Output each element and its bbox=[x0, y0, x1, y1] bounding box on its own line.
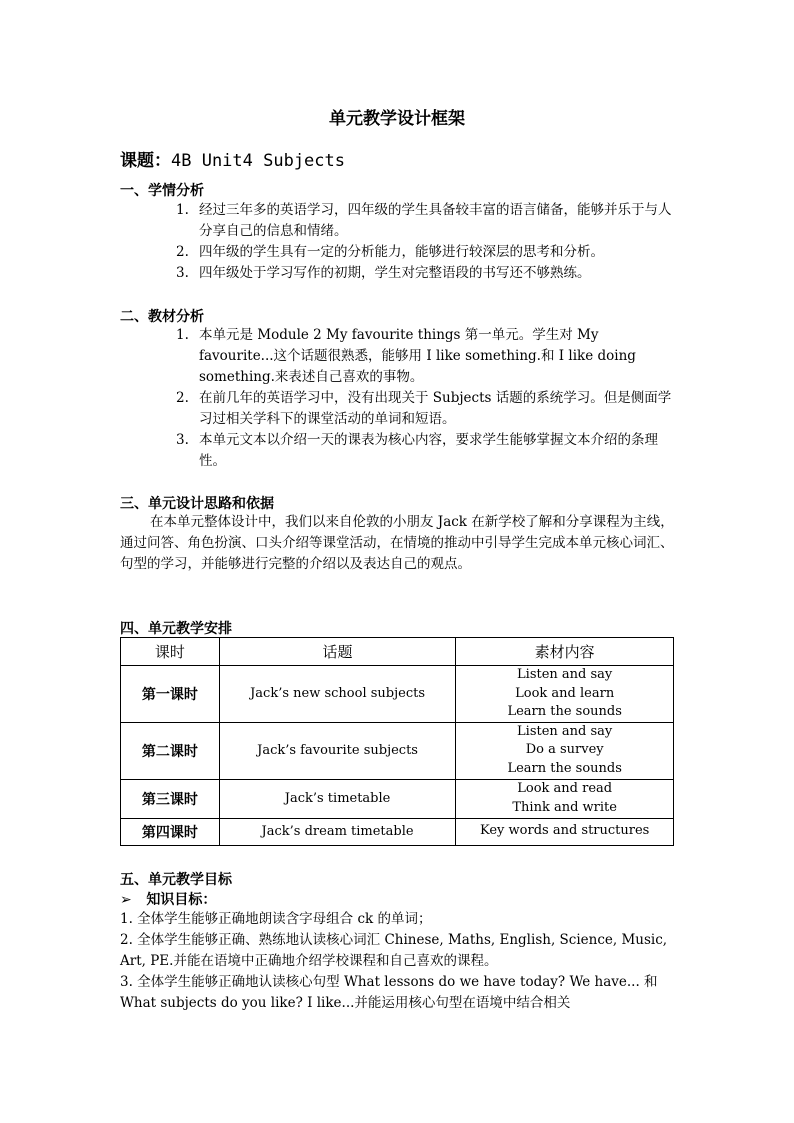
s1-item-1 bbox=[176, 200, 676, 242]
table-row bbox=[121, 722, 674, 779]
material-line: Key words and structures bbox=[480, 823, 650, 839]
item-text: 四年级处于学习写作的初期，学生对完整语段的书写还不够熟练。 bbox=[199, 265, 591, 281]
item-number: 2. bbox=[176, 244, 189, 260]
item-text: 本单元是 Module 2 My favourite things 第一单元。学生对 My favourite...这个话题很熟悉，能够用 I like something.和 I like doing something.来表述自己喜欢的事物。 bbox=[199, 327, 636, 385]
material-line: Do a survey bbox=[525, 742, 604, 758]
s2-item-2 bbox=[176, 388, 676, 430]
materials-cell bbox=[456, 818, 674, 845]
s1-item-3 bbox=[176, 263, 676, 284]
course-title bbox=[120, 146, 345, 171]
s2-item-1 bbox=[176, 325, 676, 388]
item-number: 3. bbox=[176, 265, 189, 281]
material-line: Learn the sounds bbox=[507, 760, 622, 776]
topic-cell: Jack’s new school subjects bbox=[219, 666, 456, 723]
item-text: 经过三年多的英语学习，四年级的学生具备较丰富的语言储备，能够并乐于与人分享自己的信息和情绪。 bbox=[199, 202, 672, 239]
section-5-heading: 五、单元教学目标 bbox=[120, 872, 232, 888]
column-header: 课时 bbox=[121, 638, 220, 666]
section-1-heading: 一、学情分析 bbox=[120, 183, 204, 199]
material-line: Listen and say bbox=[517, 723, 613, 739]
material-line: Look and learn bbox=[515, 685, 615, 701]
materials-cell bbox=[456, 779, 674, 818]
column-header: 素材内容 bbox=[456, 638, 674, 666]
knowledge-goals-subheading bbox=[120, 889, 216, 909]
lesson-cell: 第一课时 bbox=[121, 666, 220, 723]
lesson-plan-table bbox=[120, 637, 674, 846]
materials-cell bbox=[456, 666, 674, 723]
s1-item-2 bbox=[176, 242, 676, 263]
topic-cell: Jack’s dream timetable bbox=[219, 818, 456, 845]
materials-cell bbox=[456, 722, 674, 779]
item-number: 1. bbox=[176, 327, 189, 343]
item-number: 3. bbox=[176, 432, 189, 448]
course-label: 课题： bbox=[120, 151, 171, 171]
section-4-heading: 四、单元教学安排 bbox=[120, 621, 232, 637]
section-3-paragraph: 在本单元整体设计中，我们以来自伦敦的小朋友 Jack 在新学校了解和分享课程为主线，通过问答、角色扮演、口头介绍等课堂活动，在情境的推动中引导学生完成本单元核心词汇、句型的学习，并能够进行完整的介绍以及表达自己的观点。 bbox=[120, 514, 674, 572]
item-number: 2. bbox=[176, 390, 189, 406]
material-line: Look and read bbox=[517, 781, 613, 796]
topic-cell: Jack’s favourite subjects bbox=[219, 722, 456, 779]
course-value: 4B Unit4 Subjects bbox=[171, 151, 345, 171]
table-row bbox=[121, 779, 674, 818]
table-row bbox=[121, 818, 674, 845]
material-line: Learn the sounds bbox=[507, 704, 622, 719]
section-2-heading: 二、教材分析 bbox=[120, 309, 204, 325]
lesson-cell: 第三课时 bbox=[121, 779, 220, 818]
goal-line-1: 1. 全体学生能够正确地朗读含字母组合 ck 的单词； bbox=[120, 911, 432, 927]
goal-line-3: 3. 全体学生能够正确地认读核心句型 What lessons do we have today? We have... 和 What subjects do you like? I like...并能运用核心句型在语境中结合相关 bbox=[120, 974, 658, 1011]
material-line: Listen and say bbox=[517, 667, 613, 682]
lesson-cell: 第四课时 bbox=[121, 818, 220, 845]
item-text: 四年级的学生具有一定的分析能力，能够进行较深层的思考和分析。 bbox=[199, 244, 604, 260]
column-header: 话题 bbox=[219, 638, 456, 666]
item-number: 1. bbox=[176, 202, 189, 218]
topic-cell: Jack’s timetable bbox=[219, 779, 456, 818]
subheading-text: 知识目标： bbox=[146, 892, 217, 908]
document-title: 单元教学设计框架 bbox=[329, 109, 465, 129]
material-line: Think and write bbox=[512, 799, 617, 815]
lesson-cell: 第二课时 bbox=[121, 722, 220, 779]
table-row bbox=[121, 666, 674, 723]
goal-line-2: 2. 全体学生能够正确、熟练地认读核心词汇 Chinese, Maths, English, Science, Music, Art, PE.并能在语境中正确地介绍学校课程和自己喜欢的课程。 bbox=[120, 932, 668, 969]
item-text: 在前几年的英语学习中，没有出现关于 Subjects 话题的系统学习。但是侧面学习过相关学科下的课堂活动的单词和短语。 bbox=[199, 390, 672, 427]
section-3-heading: 三、单元设计思路和依据 bbox=[120, 496, 274, 512]
s2-item-3 bbox=[176, 430, 676, 472]
item-text: 本单元文本以介绍一天的课表为核心内容，要求学生能够掌握文本介绍的条理性。 bbox=[199, 432, 658, 469]
table-header-row bbox=[121, 638, 674, 666]
arrow-bullet-icon: ➢ bbox=[120, 892, 132, 908]
